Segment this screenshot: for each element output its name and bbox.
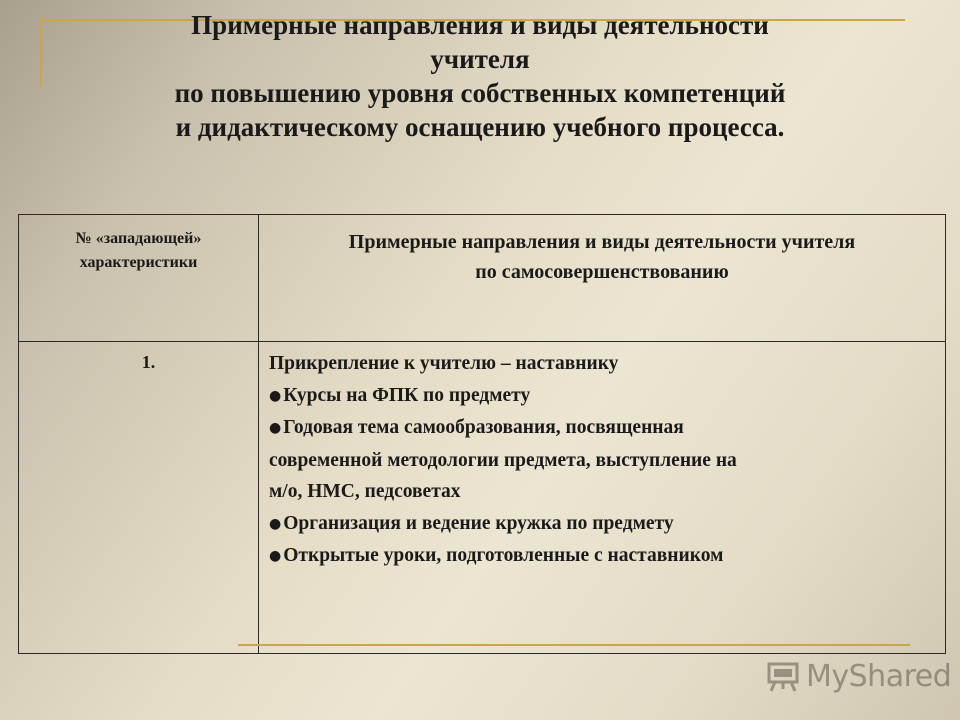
slide-title [60,8,900,144]
row-content-cell [259,342,946,654]
bullet-item [269,508,933,541]
table-header-row [19,215,946,342]
watermark-logo [766,656,951,696]
title-line: и дидактическому оснащению учебного процесса. [175,112,785,142]
presentation-board-icon [766,659,800,693]
title-line: по повышению уровня собственных компетенций [174,78,786,108]
header-cell-characteristic [19,215,259,342]
row-number-cell [19,342,259,654]
activities-table [18,214,946,654]
header-text-line: № «западающей» [75,230,202,247]
bullet-text: Курсы на ФПК по предмету [283,384,531,406]
bullet-item [269,540,933,573]
bullet-icon: ● [269,420,282,436]
header-text-line: по самосовершенствованию [475,261,729,283]
content-line: современной методологии предмета, выступление на [269,449,737,471]
title-line: учителя [430,44,530,74]
table-row [19,342,946,654]
bullet-text: Годовая тема самообразования, посвященная [283,417,684,438]
header-cell-directions [259,215,946,342]
bullet-icon: ● [269,548,282,564]
decorative-gold-line-bottom [238,644,910,646]
watermark-text: MyShared [806,658,952,694]
content-line: м/о, НМС, педсоветах [269,481,461,502]
bullet-icon: ● [269,387,282,404]
header-text-line: Примерные направления и виды деятельности учителя [348,231,856,253]
bullet-icon: ● [269,515,282,532]
title-line: Примерные направления и виды деятельности [191,10,769,40]
content-line: Прикрепление к учителю – наставнику [269,353,619,374]
bullet-item [269,412,933,445]
bullet-text: Организация и ведение кружка по предмету [283,512,674,534]
decorative-gold-line-left [40,19,42,87]
bullet-item [269,380,933,413]
bullet-text: Открытые уроки, подготовленные с наставником [283,545,724,566]
header-text-line: характеристики [79,254,198,271]
row-number: 1. [141,352,156,372]
